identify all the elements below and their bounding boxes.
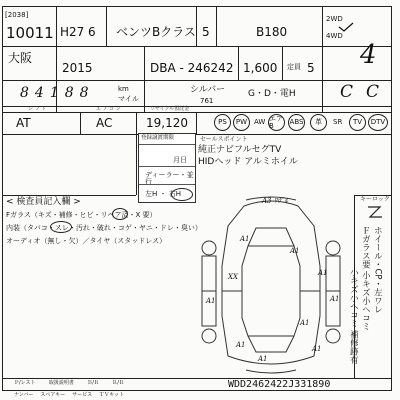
damage-mark: A1 bbox=[318, 269, 328, 277]
model-year: 2015 bbox=[62, 61, 93, 75]
rule bbox=[196, 6, 197, 46]
fuel-options: G・D・電H bbox=[248, 89, 296, 99]
equip-sr: SR bbox=[333, 118, 343, 126]
model-name: ベンツBクラス bbox=[116, 25, 196, 39]
mileage: 84188 bbox=[20, 85, 95, 101]
key-type-label: キーロック bbox=[360, 196, 390, 203]
wheel-front-right bbox=[326, 241, 340, 255]
rule bbox=[136, 112, 137, 195]
registration-deadline-title: 登録譲渡期限 bbox=[141, 135, 175, 141]
equip-airbag-badge: エアB bbox=[269, 114, 283, 130]
rule bbox=[2, 46, 392, 47]
overall-score: 4 bbox=[360, 40, 377, 70]
damage-mark: A1 bbox=[312, 345, 322, 353]
car-body-diagram bbox=[196, 196, 346, 376]
wheel-rear-right bbox=[326, 329, 340, 343]
exterior-grade: C bbox=[366, 82, 380, 102]
equip-ps-badge: PS bbox=[214, 114, 231, 131]
footer-label: Ｐ/レスト bbox=[14, 380, 36, 386]
equip-dtv-badge: DTV bbox=[368, 114, 388, 131]
top-code: [2038] bbox=[5, 11, 29, 19]
side-note-line-2: Ｆガラス要 小キズ小ヘコミ bbox=[360, 226, 371, 331]
rear-window bbox=[248, 336, 294, 352]
rule bbox=[2, 6, 3, 390]
footer-label: ナンバー bbox=[14, 392, 34, 398]
damage-mark: A1 bbox=[300, 319, 310, 327]
mileage-unit-km: km bbox=[118, 85, 129, 93]
drive-2wd: 2WD bbox=[326, 15, 343, 23]
damage-mark: XX bbox=[228, 273, 238, 281]
wheel-front-left bbox=[202, 241, 216, 255]
dealer-import-row: ディーラー・並行 bbox=[139, 166, 195, 184]
rule bbox=[391, 6, 392, 390]
equip-aw: AW bbox=[254, 118, 266, 126]
sales-point-line-2: HIDヘッド アルミホイル bbox=[198, 157, 298, 167]
transmission: AT bbox=[16, 116, 31, 130]
footer-label: Ｒ/Ｒ bbox=[112, 380, 124, 386]
equip-pw-badge: PW bbox=[233, 114, 250, 131]
registration-date-row: 月日 bbox=[139, 144, 195, 166]
lot-number: 10011 bbox=[6, 24, 54, 42]
footer-label: スペアキー bbox=[40, 392, 66, 398]
interior-grade: C bbox=[340, 82, 354, 102]
rule bbox=[2, 195, 136, 196]
equip-tv-badge: TV bbox=[349, 114, 366, 131]
inspection-glass: Fガラス（キズ・補修・ヒビ・リペア済・X 要） bbox=[6, 211, 157, 219]
registration-month: 6 bbox=[88, 25, 96, 39]
steering-side-row: 左H ・ 右H bbox=[139, 184, 195, 203]
rule bbox=[2, 112, 392, 113]
right-hand-circle-mark bbox=[171, 188, 193, 201]
key-mark-icon bbox=[366, 205, 384, 219]
damage-mark: A1 bbox=[206, 297, 216, 305]
damage-mark: A1 bbox=[240, 235, 250, 243]
body-color: シルバー bbox=[190, 85, 226, 95]
damage-mark: A1 bbox=[258, 355, 268, 363]
sales-point-line-1: 純正ナビフルセグTV bbox=[198, 145, 282, 155]
air-conditioning: AC bbox=[96, 116, 113, 130]
damage-mark: A1 bbox=[330, 295, 340, 303]
aircon-label: エ ア コ ン bbox=[96, 106, 121, 112]
drive-4wd: 4WD bbox=[326, 32, 343, 40]
rule bbox=[238, 46, 239, 80]
venue: 大阪 bbox=[8, 51, 33, 65]
cabin-outline bbox=[242, 246, 300, 336]
vin-number: WDD2462422J331890 bbox=[228, 379, 331, 390]
displacement: 1,600 bbox=[243, 61, 278, 75]
wheel-rear-left bbox=[202, 329, 216, 343]
diagram-top-note: A3 ﾜｳﾞﾙ bbox=[262, 197, 288, 205]
recycle-label: リサイクル預託金 bbox=[150, 106, 190, 112]
rule bbox=[106, 6, 107, 46]
shift-label: シ フ ト bbox=[28, 106, 47, 112]
era-year: H27 bbox=[60, 25, 85, 39]
body-outline bbox=[222, 201, 320, 364]
rule bbox=[2, 134, 392, 135]
damage-mark: A1 bbox=[290, 247, 300, 255]
rule bbox=[282, 46, 283, 80]
side-note-line-1: ホイール・CP・左ワレ bbox=[372, 226, 383, 314]
footer-label-row-1 bbox=[14, 379, 124, 390]
sales-points-label: セールスポイント bbox=[200, 136, 248, 143]
drive-checkmark-icon bbox=[338, 22, 354, 32]
windshield bbox=[248, 228, 294, 246]
recycle-fee: 19,120 bbox=[146, 116, 188, 130]
registration-deadline-card bbox=[138, 133, 196, 203]
interior-circle-mark bbox=[50, 221, 72, 233]
color-code: 761 bbox=[200, 97, 214, 105]
door-count: 5 bbox=[202, 25, 210, 39]
inspection-audio: オーディオ（無し・欠）／タイヤ（スタッドレス） bbox=[6, 237, 167, 245]
footer-label: Ｂ/Ｒ bbox=[87, 380, 99, 386]
rule bbox=[2, 6, 392, 7]
inspection-title: < 検査員記入欄 > bbox=[6, 197, 81, 207]
side-note-line-3: 小キズ小ヘコミ 補修跡有 bbox=[348, 268, 359, 365]
rule bbox=[144, 46, 145, 80]
inspection-interior: 内装（タバコ・スレ・汚れ・破れ・コゲ・ヤニ・ドレ・臭い） bbox=[6, 224, 202, 232]
mileage-unit-mile: マイル bbox=[118, 95, 139, 103]
footer-label-row-2 bbox=[14, 391, 124, 399]
rule bbox=[196, 112, 197, 134]
footer-label: ＴＶキット bbox=[99, 392, 124, 398]
rear-bumper bbox=[246, 370, 296, 373]
equip-abs-badge: ABS bbox=[288, 114, 305, 131]
grade: B180 bbox=[256, 25, 288, 39]
footer-label: サービス bbox=[72, 392, 93, 398]
seat-count: 5 bbox=[307, 61, 315, 75]
rule bbox=[80, 112, 81, 134]
footer-label: 取扱説明書 bbox=[48, 380, 74, 386]
equip-leather-badge: 革 bbox=[310, 114, 327, 131]
seat-label: 定員 bbox=[287, 63, 301, 71]
rule bbox=[2, 80, 392, 81]
damage-mark: A1 bbox=[236, 341, 246, 349]
rule bbox=[144, 80, 145, 112]
glass-x-circle-mark bbox=[112, 208, 128, 220]
model-code: DBA - 246242 bbox=[150, 61, 234, 75]
rule bbox=[322, 6, 323, 112]
rule bbox=[2, 106, 392, 107]
rule bbox=[216, 6, 217, 46]
